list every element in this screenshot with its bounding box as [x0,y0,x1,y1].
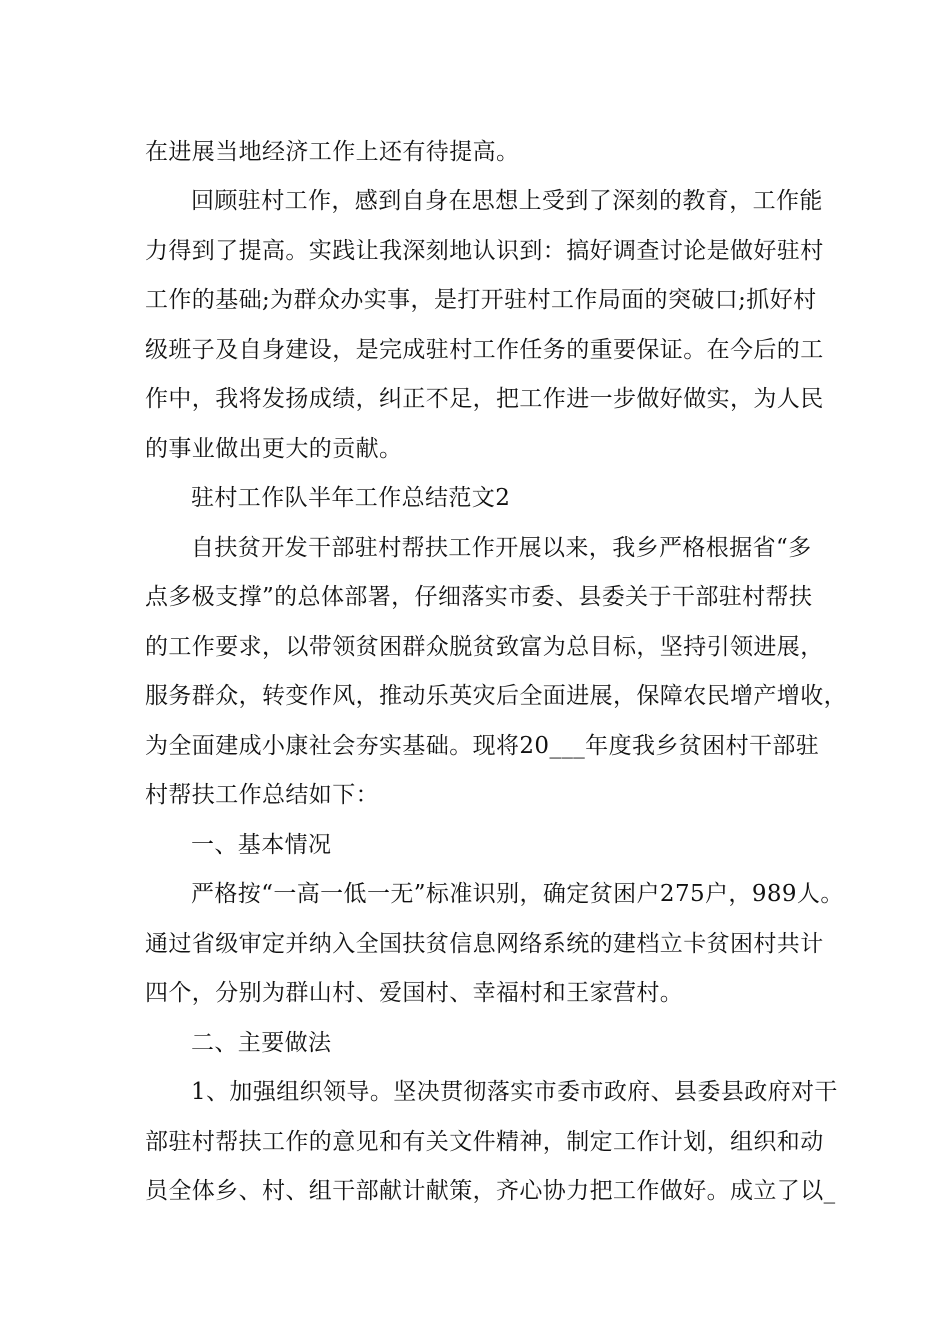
paragraph-line: 村帮扶工作总结如下： [145,782,379,808]
section-heading: 二、主要做法 [191,1030,332,1056]
paragraph-line: 员全体乡、村、组干部献计献策，齐心协力把工作做好。成立了以_ [145,1178,836,1204]
paragraph-line: 力得到了提高。实践让我深刻地认识到：搞好调查讨论是做好驻村 [145,238,824,264]
paragraph-line: 四个，分别为群山村、爱国村、幸福村和王家营村。 [145,980,684,1006]
paragraph-line: 点多极支撑”的总体部署，仔细落实市委、县委关于干部驻村帮扶 [145,584,813,610]
paragraph-line: 部驻村帮扶工作的意见和有关文件精神，制定工作计划，组织和动 [145,1129,824,1155]
paragraph-line: 回顾驻村工作，感到自身在思想上受到了深刻的教育，工作能 [191,188,823,214]
paragraph-line: 通过省级审定并纳入全国扶贫信息网络系统的建档立卡贫困村共计 [145,931,824,957]
paragraph-line: 自扶贫开发干部驻村帮扶工作开展以来，我乡严格根据省“多 [191,535,812,561]
paragraph-line: 作中，我将发扬成绩，纠正不足，把工作进一步做好做实，为人民 [145,386,824,412]
paragraph-line: 工作的基础;为群众办实事，是打开驻村工作局面的突破口;抓好村 [145,287,817,313]
section-heading: 驻村工作队半年工作总结范文2 [191,485,511,511]
paragraph-line: 严格按“一高一低一无”标准识别，确定贫困户275户，989人。 [191,881,844,907]
paragraph-line: 1、加强组织领导。坚决贯彻落实市委市政府、县委县政府对干 [191,1079,838,1105]
section-heading: 一、基本情况 [191,832,332,858]
paragraph-line: 服务群众，转变作风，推动乐英灾后全面进展，保障农民增产增收， [145,683,847,709]
paragraph-line: 在进展当地经济工作上还有待提高。 [145,139,520,165]
paragraph-line: 级班子及自身建设，是完成驻村工作任务的重要保证。在今后的工 [145,337,824,363]
paragraph-line: 的工作要求，以带领贫困群众脱贫致富为总目标，坚持引领进展， [145,634,824,660]
paragraph-line: 为全面建成小康社会夯实基础。现将20___年度我乡贫困村干部驻 [145,733,820,759]
paragraph-line: 的事业做出更大的贡献。 [145,436,403,462]
